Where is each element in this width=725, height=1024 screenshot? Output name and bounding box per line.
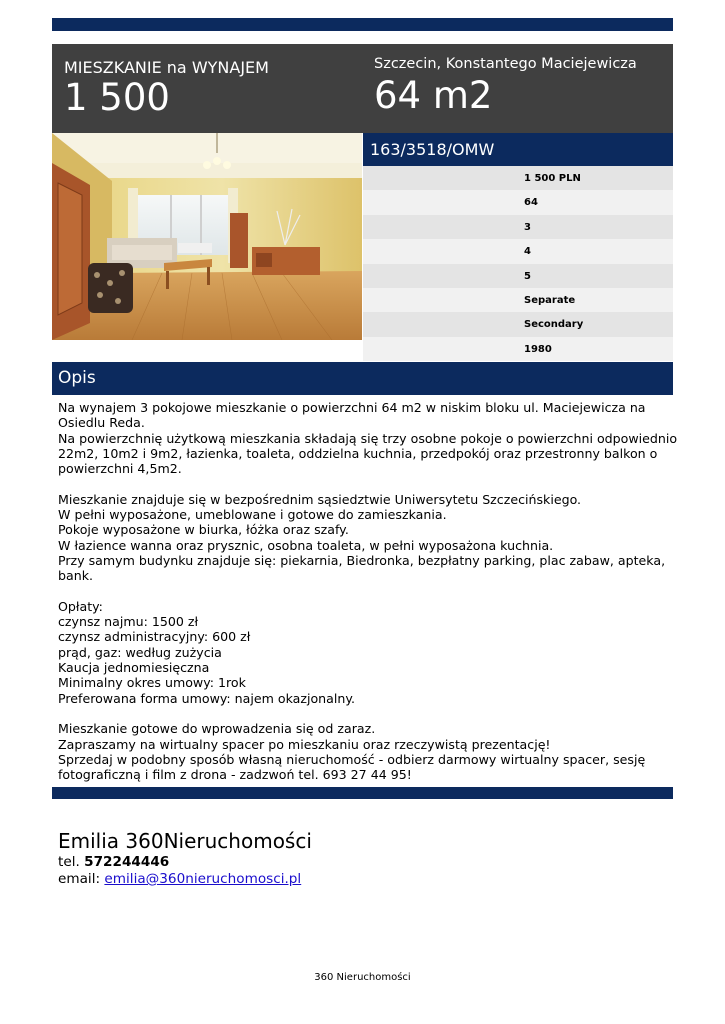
description-line <box>58 706 668 721</box>
description-line: Opłaty: <box>58 598 103 614</box>
param-value: 4 <box>524 246 531 258</box>
agent-email-line <box>58 871 312 888</box>
description-line: Sprzedaj w podobny sposób własną nieruchomość - odbierz darmowy wirtualny spacer, sesję <box>58 751 646 767</box>
description-line: Mieszkanie gotowe do wprowadzenia się od zaraz. <box>58 721 376 737</box>
param-row <box>363 337 673 361</box>
description-line: czynsz administracyjny: 600 zł <box>58 629 251 645</box>
agent-phone[interactable]: 572244446 <box>84 854 170 870</box>
top-bar <box>52 18 673 31</box>
description-line: prąd, gaz: według zużycia <box>58 644 222 660</box>
listing-price: 1 500 <box>64 76 170 119</box>
description-line: 22m2, 10m2 i 9m2, łazienka, toaleta, oddzielna kuchnia, przedpokój oraz przestronny balkon o <box>58 445 658 461</box>
agent-phone-line <box>58 854 312 871</box>
param-row <box>363 239 673 263</box>
description-line: Kaucja jednomiesięczna <box>58 660 210 676</box>
description-line: Mieszkanie znajduje się w bezpośrednim sąsiedztwie Uniwersytetu Szczecińskiego. <box>58 491 582 507</box>
description-line: Na powierzchnię użytkową mieszkania składają się trzy osobne pokoje o powierzchni odpowiednio <box>58 430 678 446</box>
phone-label: tel. <box>58 854 80 870</box>
param-value: 1 500 PLN <box>524 173 581 184</box>
description-line <box>58 476 668 491</box>
agent-name: Emilia 360Nieruchomości <box>58 829 312 853</box>
description-line: bank. <box>58 568 93 584</box>
param-value: Separate <box>524 294 576 306</box>
param-row <box>363 264 673 288</box>
bottom-bar <box>52 787 673 799</box>
description-line: Zapraszamy na wirtualny spacer po mieszkaniu oraz rzeczywistą prezentację! <box>58 736 551 752</box>
param-value: 64 <box>524 197 538 209</box>
param-value: Secondary <box>524 319 584 331</box>
description-line: Osiedlu Reda. <box>58 415 145 431</box>
description-line: czynsz najmu: 1500 zł <box>58 614 199 630</box>
description-text <box>58 400 678 783</box>
description-line: Minimalny okres umowy: 1rok <box>58 675 246 691</box>
description-line: Na wynajem 3 pokojowe mieszkanie o powierzchni 64 m2 w niskim bloku ul. Maciejewicza na <box>58 400 646 415</box>
param-row <box>363 215 673 239</box>
param-row <box>363 190 673 214</box>
description-heading: Opis <box>58 368 96 388</box>
param-value: 5 <box>524 270 531 282</box>
description-line: fotograficzną i film z drona - zadzwoń tel. 693 27 44 95! <box>58 767 412 783</box>
email-label: email: <box>58 871 101 887</box>
description-line <box>58 584 668 599</box>
listing-location: Szczecin, Konstantego Maciejewicza <box>374 56 637 72</box>
param-row <box>363 312 673 336</box>
parameters-table <box>363 166 673 361</box>
listing-type: MIESZKANIE na WYNAJEM <box>64 58 269 77</box>
reference-number: 163/3518/OMW <box>370 140 495 159</box>
description-line: W pełni wyposażone, umeblowane i gotowe do zamieszkania. <box>58 507 447 523</box>
param-value: 3 <box>524 221 531 233</box>
description-line: Przy samym budynku znajduje się: piekarnia, Biedronka, bezpłatny parking, plac zabaw, apteka, <box>58 552 666 568</box>
footer-company: 360 Nieruchomości <box>314 972 411 983</box>
listing-header <box>52 44 673 133</box>
description-heading-bar <box>52 362 673 395</box>
listing-area: 64 m2 <box>374 74 493 117</box>
param-value: 1980 <box>524 343 552 355</box>
param-row <box>363 166 673 190</box>
description-line: powierzchni 4,5m2. <box>58 461 182 477</box>
description-line: Preferowana forma umowy: najem okazjonalny. <box>58 690 356 706</box>
reference-bar <box>363 133 673 166</box>
agent-email-link[interactable]: emilia@360nieruchomosci.pl <box>104 871 302 887</box>
description-line: W łazience wanna oraz prysznic, osobna toaleta, w pełni wyposażona kuchnia. <box>58 537 554 553</box>
description-line: Pokoje wyposażone w biurka, łóżka oraz szafy. <box>58 522 349 538</box>
agent-contact <box>58 828 312 888</box>
param-row <box>363 288 673 312</box>
apartment-photo <box>52 133 362 340</box>
